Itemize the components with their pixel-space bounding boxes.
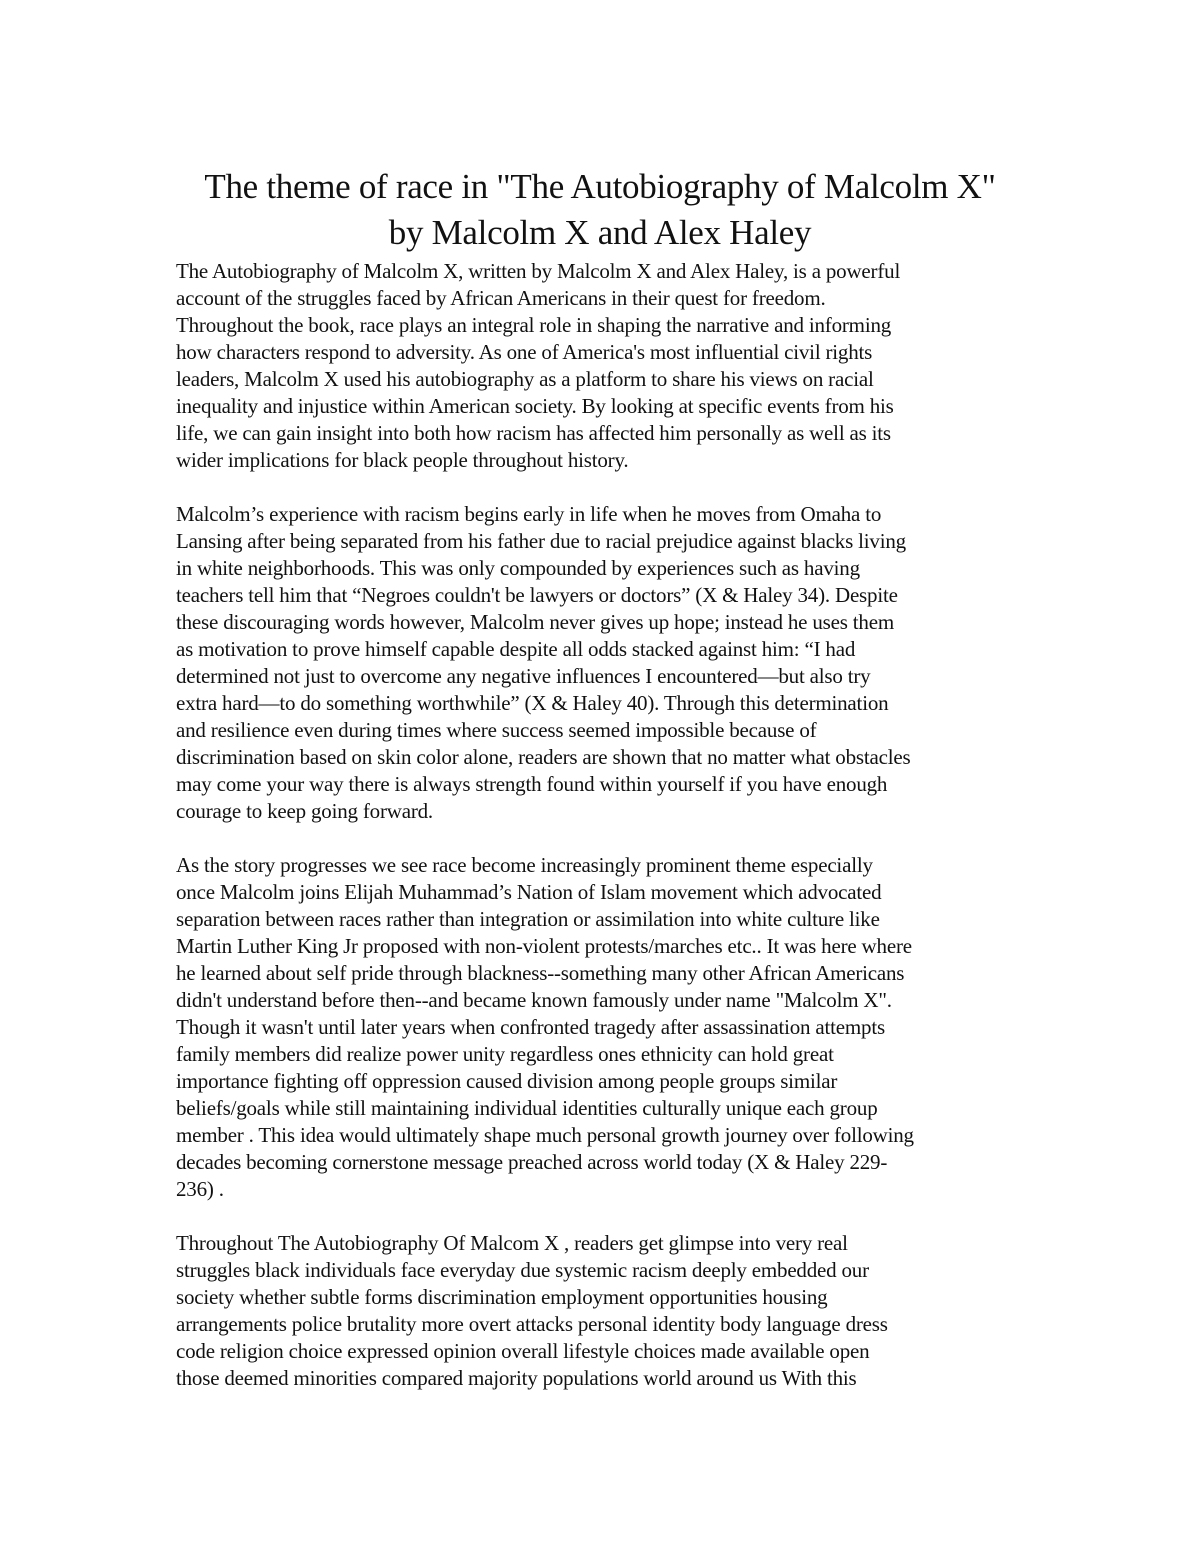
text-line: extra hard—to do something worthwhile” (X & Haley 40). Through this determination [176, 691, 889, 715]
text-line: those deemed minorities compared majority populations world around us With this [176, 1366, 857, 1390]
text-line: as motivation to prove himself capable despite all odds stacked against him: “I had [176, 637, 856, 661]
text-line: discrimination based on skin color alone, readers are shown that no matter what obstacles [176, 745, 911, 769]
text-line: Though it wasn't until later years when confronted tragedy after assassination attempts [176, 1015, 885, 1039]
text-line: As the story progresses we see race become increasingly prominent theme especially [176, 853, 873, 877]
text-line: beliefs/goals while still maintaining individual identities culturally unique each group [176, 1096, 878, 1120]
text-line: account of the struggles faced by African Americans in their quest for freedom. [176, 286, 826, 310]
text-line: Throughout The Autobiography Of Malcom X , readers get glimpse into very real [176, 1231, 848, 1255]
text-line: code religion choice expressed opinion overall lifestyle choices made available open [176, 1339, 870, 1363]
text-line: courage to keep going forward. [176, 799, 433, 823]
title-line: The theme of race in "The Autobiography of Malcolm X" [204, 167, 996, 206]
text-line: separation between races rather than integration or assimilation into white culture like [176, 907, 880, 931]
text-line: inequality and injustice within American society. By looking at specific events from his [176, 394, 894, 418]
text-line: arrangements police brutality more overt attacks personal identity body language dress [176, 1312, 888, 1336]
paragraph [176, 852, 1036, 1203]
text-line: struggles black individuals face everyday due systemic racism deeply embedded our [176, 1258, 869, 1282]
text-line: teachers tell him that “Negroes couldn't be lawyers or doctors” (X & Haley 34). Despite [176, 583, 898, 607]
text-line: determined not just to overcome any negative influences I encountered—but also try [176, 664, 871, 688]
text-line: these discouraging words however, Malcolm never gives up hope; instead he uses them [176, 610, 894, 634]
text-line: and resilience even during times where success seemed impossible because of [176, 718, 817, 742]
text-line: how characters respond to adversity. As one of America's most influential civil rights [176, 340, 873, 364]
text-line: didn't understand before then--and became known famously under name "Malcolm X". [176, 988, 892, 1012]
text-line: Throughout the book, race plays an integral role in shaping the narrative and informing [176, 313, 892, 337]
text-line: Martin Luther King Jr proposed with non-violent protests/marches etc.. It was here where [176, 934, 912, 958]
paragraph [176, 258, 1036, 474]
text-line: importance fighting off oppression caused division among people groups similar [176, 1069, 838, 1093]
text-line: he learned about self pride through blackness--something many other African Americans [176, 961, 905, 985]
document-body [176, 258, 1036, 1419]
document-title [0, 164, 1200, 256]
text-line: may come your way there is always strength found within yourself if you have enough [176, 772, 888, 796]
text-line: life, we can gain insight into both how racism has affected him personally as well as its [176, 421, 891, 445]
text-line: The Autobiography of Malcolm X, written by Malcolm X and Alex Haley, is a powerful [176, 259, 901, 283]
text-line: member . This idea would ultimately shape much personal growth journey over following [176, 1123, 914, 1147]
text-line: Lansing after being separated from his father due to racial prejudice against blacks living [176, 529, 906, 553]
text-line: family members did realize power unity regardless ones ethnicity can hold great [176, 1042, 834, 1066]
text-line: leaders, Malcolm X used his autobiography as a platform to share his views on racial [176, 367, 874, 391]
text-line: in white neighborhoods. This was only compounded by experiences such as having [176, 556, 860, 580]
text-line: decades becoming cornerstone message preached across world today (X & Haley 229- [176, 1150, 888, 1174]
text-line: society whether subtle forms discrimination employment opportunities housing [176, 1285, 828, 1309]
text-line: wider implications for black people throughout history. [176, 448, 629, 472]
title-line: by Malcolm X and Alex Haley [388, 213, 812, 252]
text-line: once Malcolm joins Elijah Muhammad’s Nation of Islam movement which advocated [176, 880, 882, 904]
paragraph [176, 501, 1036, 825]
paragraph [176, 1230, 1036, 1392]
text-line: 236) . [176, 1177, 224, 1201]
text-line: Malcolm’s experience with racism begins early in life when he moves from Omaha to [176, 502, 882, 526]
